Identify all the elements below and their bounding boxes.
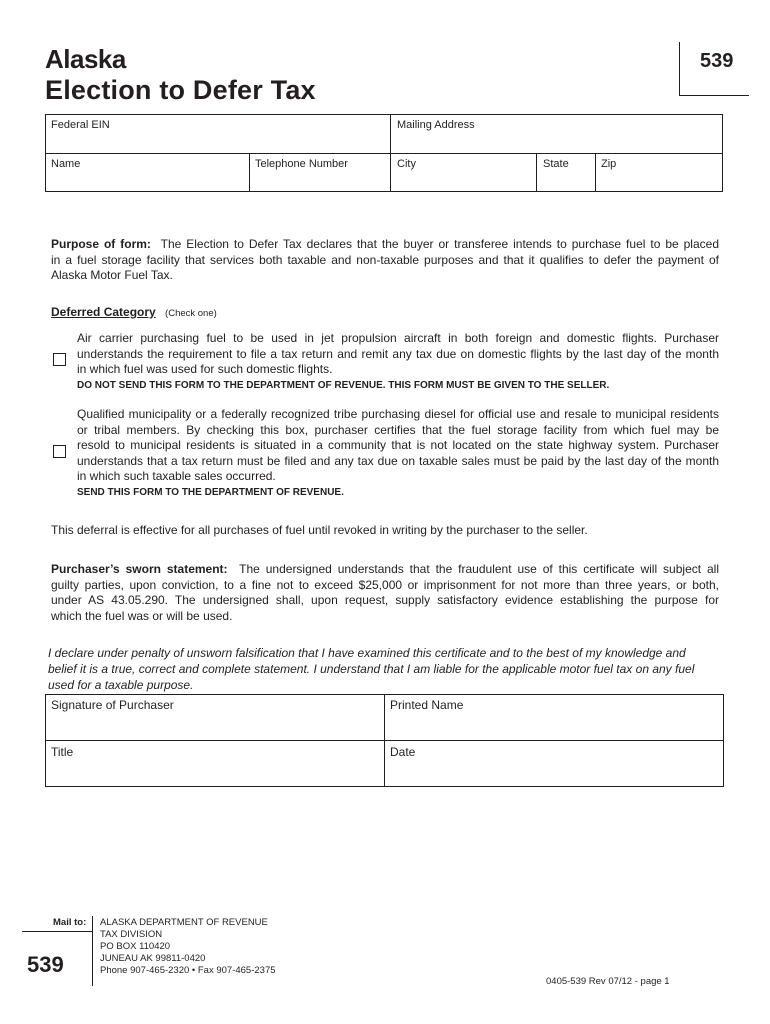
footer-form-number: 539 xyxy=(27,952,64,977)
page-title: Election to Defer Tax xyxy=(45,75,316,105)
state-field[interactable]: State xyxy=(543,158,569,170)
purpose-line-2: in a fuel storage facility that services both taxable and non-taxable purposes and that it qualifies to defer the payment of xyxy=(51,252,719,267)
municipality-checkbox[interactable] xyxy=(53,445,66,458)
deferred-category-note: (Check one) xyxy=(165,308,217,319)
taxpayer-info-col-divider xyxy=(390,114,391,192)
sworn-statement xyxy=(51,562,719,624)
date-field[interactable]: Date xyxy=(390,745,416,759)
mail-to-label: Mail to: xyxy=(53,917,87,928)
deferred-category-heading: Deferred Category xyxy=(51,305,156,319)
municipality-line-3: resold to municipal residents is situated in a community that is not located on the state highway system. Purchaser xyxy=(77,438,719,452)
telephone-field[interactable]: Telephone Number xyxy=(255,158,348,170)
air-carrier-checkbox[interactable] xyxy=(53,353,66,366)
municipality-notice: SEND THIS FORM TO THE DEPARTMENT OF REVENUE. xyxy=(77,486,344,498)
deferred-category-header xyxy=(51,305,217,319)
municipality-line-1: Qualified municipality or a federally recognized tribe purchasing diesel for official use and resale to municipal residents xyxy=(77,407,719,421)
zip-field[interactable]: Zip xyxy=(601,158,617,170)
purpose-paragraph xyxy=(51,237,719,284)
form-number-underline xyxy=(679,95,749,96)
declaration-line-3: used for a taxable purpose. xyxy=(48,678,194,692)
municipality-line-2: or tribal members. By checking this box, purchaser certifies that the fuel storage facility from which fuel may be xyxy=(77,422,719,437)
address-line-1: ALASKA DEPARTMENT OF REVENUE xyxy=(100,917,268,928)
declaration-line-2: belief it is a true, correct and complete statement. I understand that I am liable for the applicable motor fuel tax on any fuel xyxy=(48,662,695,676)
air-carrier-line-2: understands the requirement to file a tax return and remit any tax due on domestic flights by the last day of the month xyxy=(77,346,719,361)
printed-name-field[interactable]: Printed Name xyxy=(390,698,464,712)
address-line-4: JUNEAU AK 99811-0420 xyxy=(100,953,206,964)
air-carrier-line-3: in which fuel was used for such domestic flights. xyxy=(77,362,333,376)
footer-horizontal-rule xyxy=(22,931,92,932)
sworn-heading: Purchaser’s sworn statement: xyxy=(51,562,228,576)
address-line-3: PO BOX 110420 xyxy=(100,941,171,952)
mailing-address-field[interactable]: Mailing Address xyxy=(397,119,475,131)
revision-info: 0405-539 Rev 07/12 - page 1 xyxy=(546,976,670,987)
form-number-divider xyxy=(679,42,680,95)
declaration xyxy=(48,645,724,693)
name-phone-divider xyxy=(249,153,250,192)
air-carrier-notice: DO NOT SEND THIS FORM TO THE DEPARTMENT OF REVENUE. THIS FORM MUST BE GIVEN TO THE SELLER. xyxy=(77,379,610,391)
mailing-address-block xyxy=(100,917,276,977)
state-zip-divider xyxy=(595,153,596,192)
sworn-line-2: guilty parties, upon conviction, to a fine not to exceed $25,000 or imprisonment for not more than three years, or both, xyxy=(51,577,719,592)
city-field[interactable]: City xyxy=(397,158,416,170)
municipality-line-5: in which such taxable sales occurred. xyxy=(77,469,276,483)
name-field[interactable]: Name xyxy=(51,158,81,170)
state-name: Alaska xyxy=(45,44,126,74)
purpose-line-3: Alaska Motor Fuel Tax. xyxy=(51,268,173,282)
federal-ein-field[interactable]: Federal EIN xyxy=(51,119,110,131)
form-number: 539 xyxy=(700,50,734,72)
signature-field[interactable]: Signature of Purchaser xyxy=(51,698,174,712)
address-line-5: Phone 907-465-2320 • Fax 907-465-2375 xyxy=(100,965,276,976)
declaration-line-1: I declare under penalty of unsworn falsification that I have examined this certificate and to the best of my knowledge and xyxy=(48,646,686,660)
air-carrier-line-1: Air carrier purchasing fuel to be used in jet propulsion aircraft in both foreign and domestic flights. Purchaser xyxy=(77,331,719,345)
title-field[interactable]: Title xyxy=(51,745,74,759)
taxpayer-info-row-divider xyxy=(45,153,723,154)
purpose-heading: Purpose of form: xyxy=(51,237,151,251)
air-carrier-option xyxy=(77,331,719,393)
effective-statement: This deferral is effective for all purchases of fuel until revoked in writing by the purchaser to the seller. xyxy=(51,523,588,537)
signature-col-divider xyxy=(384,694,385,787)
sworn-line-1: The undersigned understands that the fraudulent use of this certificate will subject all xyxy=(239,562,719,576)
municipality-option xyxy=(77,407,719,500)
address-line-2: TAX DIVISION xyxy=(100,929,163,940)
municipality-line-4: understands that a tax return must be filed and any tax due on taxable sales must be paid by the last day of the month xyxy=(77,453,719,468)
purpose-line-1: The Election to Defer Tax declares that the buyer or transferee intends to purchase fuel to be placed xyxy=(160,237,719,251)
city-state-divider xyxy=(536,153,537,192)
sworn-line-4: which the fuel was or will be used. xyxy=(51,608,233,623)
footer-vertical-rule xyxy=(92,916,93,986)
sworn-line-3: under AS 43.05.290. The undersigned shall, upon request, supply satisfactory evidence establishing the purpose for xyxy=(51,593,719,607)
